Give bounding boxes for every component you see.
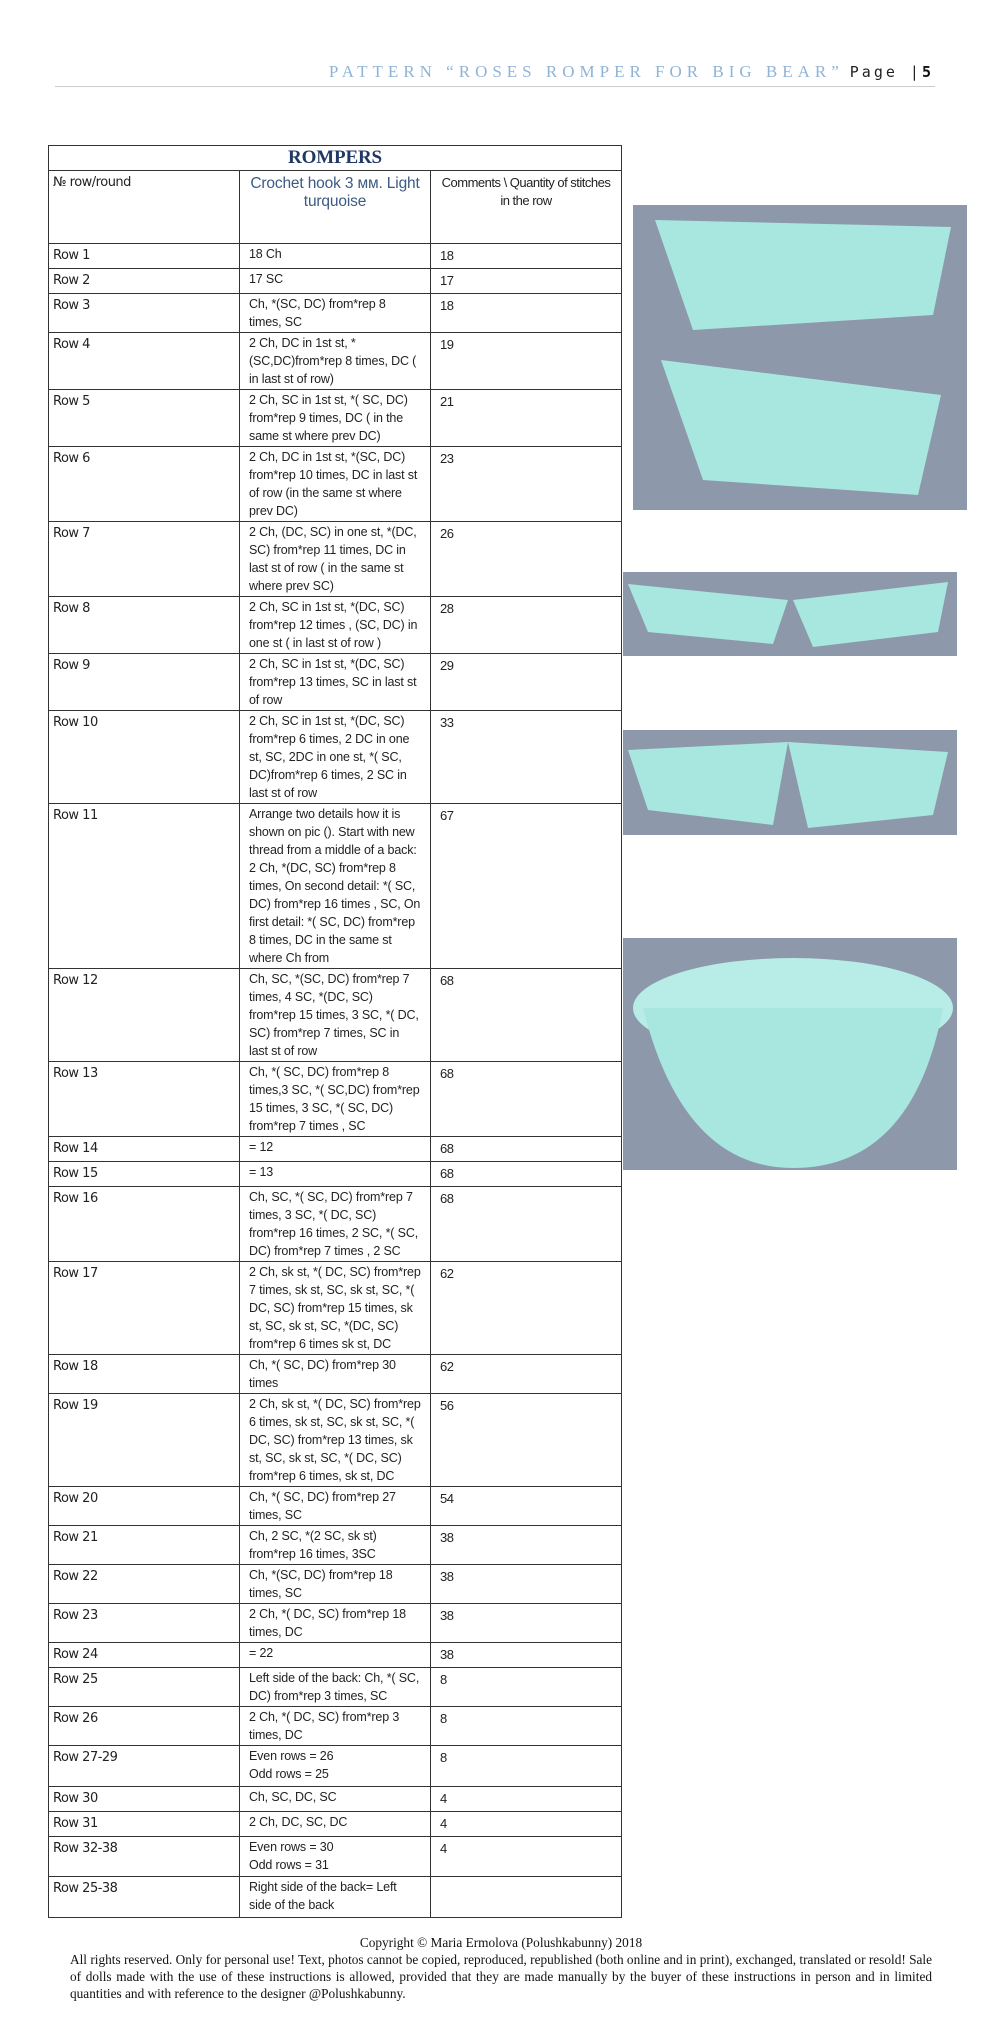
table-row (49, 1487, 622, 1526)
column-header-row: № row/round (49, 171, 240, 244)
table-row (49, 1355, 622, 1394)
row-instructions: Even rows = 30 Odd rows = 31 (240, 1837, 431, 1877)
table-row (49, 244, 622, 269)
table-row (49, 1137, 622, 1162)
copyright: Copyright © Maria Ermolova (Polushkabunny) 2018 (359, 1935, 643, 1950)
row-label: Row 18 (49, 1355, 240, 1394)
row-instructions: Arrange two details how it is shown on pic (). Start with new thread from a middle of a back: 2 Ch, *(DC, SC) from*rep 8 times, On second detail: *( SC, DC) from*rep 16 times , SC, On first detail: *( SC, DC) from*rep 8 times, DC in the same st where Ch from (240, 804, 431, 969)
row-label: Row 31 (49, 1812, 240, 1837)
page-number: 5 (921, 63, 934, 81)
table-row (49, 804, 622, 969)
row-label: Row 24 (49, 1643, 240, 1668)
row-label: Row 5 (49, 390, 240, 447)
table-row (49, 1668, 622, 1707)
stitch-count: 29 (431, 654, 622, 711)
row-label: Row 17 (49, 1262, 240, 1355)
row-label: Row 11 (49, 804, 240, 969)
stitch-count: 33 (431, 711, 622, 804)
row-label: Row 25-38 (49, 1877, 240, 1918)
table-row (49, 1746, 622, 1787)
table-row (49, 969, 622, 1062)
row-instructions: 2 Ch, DC in 1st st, *(SC,DC)from*rep 8 times, DC ( in last st of row) (240, 333, 431, 390)
table-row (49, 294, 622, 333)
row-instructions: 17 SC (240, 269, 431, 294)
row-instructions: Ch, SC, *( SC, DC) from*rep 7 times, 3 SC, *( DC, SC) from*rep 16 times, 2 SC, *( SC, DC) from*rep 7 times , 2 SC (240, 1187, 431, 1262)
row-instructions: = 13 (240, 1162, 431, 1187)
row-instructions: 2 Ch, (DC, SC) in one st, *(DC, SC) from*rep 11 times, DC in last st of row ( in the same st where prev SC) (240, 522, 431, 597)
row-instructions: Ch, 2 SC, *(2 SC, sk st) from*rep 16 times, 3SC (240, 1526, 431, 1565)
page-label: Page |5 (849, 63, 934, 81)
pattern-table (48, 145, 622, 1918)
table-row (49, 1707, 622, 1746)
row-instructions: 2 Ch, DC in 1st st, *(SC, DC) from*rep 10 times, DC in last st of row (in the same st where prev DC) (240, 447, 431, 522)
stitch-count: 8 (431, 1668, 622, 1707)
row-label: Row 9 (49, 654, 240, 711)
row-label: Row 22 (49, 1565, 240, 1604)
row-instructions: Ch, SC, *(SC, DC) from*rep 7 times, 4 SC, *(DC, SC) from*rep 15 times, 3 SC, *( DC, SC) from*rep 7 times, SC in last st of row (240, 969, 431, 1062)
table-row (49, 269, 622, 294)
row-label: Row 25 (49, 1668, 240, 1707)
row-label: Row 26 (49, 1707, 240, 1746)
row-instructions: Ch, SC, DC, SC (240, 1787, 431, 1812)
stitch-count: 38 (431, 1604, 622, 1643)
table-row (49, 1604, 622, 1643)
table-row (49, 1394, 622, 1487)
row-instructions: Ch, *( SC, DC) from*rep 27 times, SC (240, 1487, 431, 1526)
row-label: Row 7 (49, 522, 240, 597)
row-label: Row 1 (49, 244, 240, 269)
stitch-count: 28 (431, 597, 622, 654)
table-row (49, 390, 622, 447)
stitch-count: 68 (431, 969, 622, 1062)
stitch-count: 26 (431, 522, 622, 597)
table-row (49, 1837, 622, 1877)
row-instructions: 2 Ch, SC in 1st st, *(DC, SC) from*rep 6 times, 2 DC in one st, SC, 2DC in one st, *( SC, DC)from*rep 6 times, 2 SC in last st of row (240, 711, 431, 804)
stitch-count: 18 (431, 244, 622, 269)
row-label: Row 14 (49, 1137, 240, 1162)
row-label: Row 6 (49, 447, 240, 522)
stitch-count: 8 (431, 1746, 622, 1787)
row-instructions: 2 Ch, DC, SC, DC (240, 1812, 431, 1837)
row-label: Row 8 (49, 597, 240, 654)
stitch-count: 38 (431, 1565, 622, 1604)
row-instructions: 2 Ch, SC in 1st st, *(DC, SC) from*rep 13 times, SC in last st of row (240, 654, 431, 711)
table-row (49, 1877, 622, 1918)
row-label: Row 30 (49, 1787, 240, 1812)
row-instructions: Left side of the back: Ch, *( SC, DC) from*rep 3 times, SC (240, 1668, 431, 1707)
row-label: Row 2 (49, 269, 240, 294)
pattern-title: PATTERN “ROSES ROMPER FOR BIG BEAR” (328, 62, 844, 81)
row-instructions: 18 Ch (240, 244, 431, 269)
stitch-count: 18 (431, 294, 622, 333)
row-instructions: Right side of the back= Left side of the back (240, 1877, 431, 1918)
row-label: Row 21 (49, 1526, 240, 1565)
row-label: Row 32-38 (49, 1837, 240, 1877)
stitch-count: 4 (431, 1812, 622, 1837)
row-instructions: Even rows = 26 Odd rows = 25 (240, 1746, 431, 1787)
row-instructions: 2 Ch, *( DC, SC) from*rep 3 times, DC (240, 1707, 431, 1746)
table-row (49, 1526, 622, 1565)
table-row (49, 1187, 622, 1262)
row-instructions: 2 Ch, SC in 1st st, *(DC, SC) from*rep 12 times , (SC, DC) in one st ( in last st of row ) (240, 597, 431, 654)
stitch-count: 67 (431, 804, 622, 969)
table-title: ROMPERS (49, 146, 622, 171)
footer (70, 1934, 932, 2022)
table-row (49, 1565, 622, 1604)
content-flow (48, 145, 932, 2022)
row-instructions: 2 Ch, sk st, *( DC, SC) from*rep 6 times, sk st, SC, sk st, SC, *( DC, SC) from*rep 13 times, sk st, SC, sk st, SC, *( DC, SC) from*rep 6 times, sk st, DC (240, 1394, 431, 1487)
page-header (329, 62, 934, 82)
stitch-count: 38 (431, 1643, 622, 1668)
stitch-count: 62 (431, 1262, 622, 1355)
row-label: Row 13 (49, 1062, 240, 1137)
row-instructions: 2 Ch, SC in 1st st, *( SC, DC) from*rep 9 times, DC ( in the same st where prev DC) (240, 390, 431, 447)
stitch-count: 19 (431, 333, 622, 390)
table-row (49, 654, 622, 711)
row-label: Row 20 (49, 1487, 240, 1526)
stitch-count: 4 (431, 1837, 622, 1877)
row-instructions: Ch, *(SC, DC) from*rep 8 times, SC (240, 294, 431, 333)
stitch-count: 54 (431, 1487, 622, 1526)
stitch-count (431, 1877, 622, 1918)
column-header-comments: Comments \ Quantity of stitches in the row (431, 171, 622, 244)
row-instructions: Ch, *(SC, DC) from*rep 18 times, SC (240, 1565, 431, 1604)
rights-notice: All rights reserved. Only for personal use! Text, photos cannot be copied, reproduced, republished (both online and in print), exchanged, translated or resold! Sale of dolls made with the use of these instructions is allowed, provided that they are made manually by the buyer of these instructions in person and in limited quantities and with reference to the designer @Polushkabunny. (70, 1952, 932, 2001)
row-label: Row 12 (49, 969, 240, 1062)
table-row (49, 711, 622, 804)
stitch-count: 68 (431, 1137, 622, 1162)
row-label: Row 27-29 (49, 1746, 240, 1787)
row-label: Row 23 (49, 1604, 240, 1643)
table-row (49, 597, 622, 654)
stitch-count: 56 (431, 1394, 622, 1487)
table-row (49, 1812, 622, 1837)
table-row (49, 1787, 622, 1812)
stitch-count: 17 (431, 269, 622, 294)
table-row (49, 522, 622, 597)
row-instructions: 2 Ch, *( DC, SC) from*rep 18 times, DC (240, 1604, 431, 1643)
stitch-count: 68 (431, 1162, 622, 1187)
header-divider (55, 86, 935, 87)
table-row (49, 1643, 622, 1668)
row-instructions: = 12 (240, 1137, 431, 1162)
table-row (49, 447, 622, 522)
stitch-count: 38 (431, 1526, 622, 1565)
stitch-count: 21 (431, 390, 622, 447)
row-label: Row 15 (49, 1162, 240, 1187)
row-label: Row 19 (49, 1394, 240, 1487)
row-instructions: Ch, *( SC, DC) from*rep 30 times (240, 1355, 431, 1394)
row-instructions: Ch, *( SC, DC) from*rep 8 times,3 SC, *( SC,DC) from*rep 15 times, 3 SC, *( SC, DC) from*rep 7 times , SC (240, 1062, 431, 1137)
table-row (49, 1062, 622, 1137)
table-row (49, 333, 622, 390)
table-row (49, 1262, 622, 1355)
row-label: Row 3 (49, 294, 240, 333)
column-header-description: Crochet hook 3 мм. Light turquoise (240, 171, 431, 244)
row-label: Row 10 (49, 711, 240, 804)
stitch-count: 68 (431, 1062, 622, 1137)
row-instructions: 2 Ch, sk st, *( DC, SC) from*rep 7 times, sk st, SC, sk st, SC, *( DC, SC) from*rep 15 times, sk st, SC, sk st, SC, *(DC, SC) from*rep 6 times sk st, DC (240, 1262, 431, 1355)
stitch-count: 8 (431, 1707, 622, 1746)
row-label: Row 4 (49, 333, 240, 390)
row-instructions: = 22 (240, 1643, 431, 1668)
stitch-count: 23 (431, 447, 622, 522)
stitch-count: 4 (431, 1787, 622, 1812)
stitch-count: 68 (431, 1187, 622, 1262)
table-row (49, 1162, 622, 1187)
stitch-count: 62 (431, 1355, 622, 1394)
row-label: Row 16 (49, 1187, 240, 1262)
